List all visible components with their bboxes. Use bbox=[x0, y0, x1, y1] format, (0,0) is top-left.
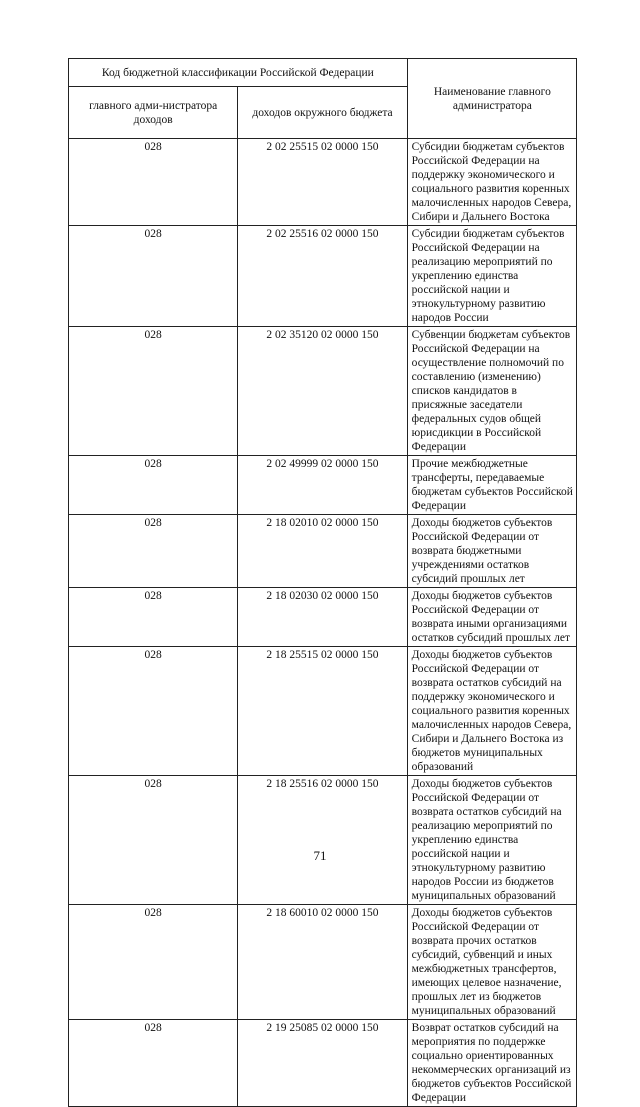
admin-code-cell: 028 bbox=[69, 515, 238, 588]
administrator-name-cell: Доходы бюджетов субъектов Российской Федерации от возврата остатков субсидий на поддержку экономического и социального развития коренных малочисленных народов Севера, Сибири и Дальнего Востока из бюджетов муниципальных образований bbox=[407, 647, 576, 776]
table-row bbox=[69, 327, 577, 456]
administrator-name-cell: Доходы бюджетов субъектов Российской Федерации от возврата бюджетными учреждениями остатков субсидий прошлых лет bbox=[407, 515, 576, 588]
budget-code-cell: 2 02 49999 02 0000 150 bbox=[238, 456, 407, 515]
admin-code-cell: 028 bbox=[69, 456, 238, 515]
table-row bbox=[69, 139, 577, 226]
administrator-name-cell: Возврат остатков субсидий на мероприятия по поддержке социально ориентированных некоммерческих организаций из бюджетов субъектов Российской Федерации bbox=[407, 1020, 576, 1107]
admin-code-cell: 028 bbox=[69, 1020, 238, 1107]
administrator-name-cell: Доходы бюджетов субъектов Российской Федерации от возврата иными организациями остатков субсидий прошлых лет bbox=[407, 588, 576, 647]
table-row bbox=[69, 776, 577, 905]
header-main-administrator: главного адми-нистратора доходов bbox=[69, 87, 238, 139]
budget-code-cell: 2 02 35120 02 0000 150 bbox=[238, 327, 407, 456]
table-row bbox=[69, 905, 577, 1020]
budget-code-cell: 2 18 60010 02 0000 150 bbox=[238, 905, 407, 1020]
budget-code-cell: 2 18 25516 02 0000 150 bbox=[238, 776, 407, 905]
budget-code-cell: 2 18 02010 02 0000 150 bbox=[238, 515, 407, 588]
budget-code-cell: 2 02 25515 02 0000 150 bbox=[238, 139, 407, 226]
administrator-name-cell: Субсидии бюджетам субъектов Российской Федерации на поддержку экономического и социального развития коренных малочисленных народов Севера, Сибири и Дальнего Востока bbox=[407, 139, 576, 226]
admin-code-cell: 028 bbox=[69, 647, 238, 776]
table-row bbox=[69, 1020, 577, 1107]
header-row-group bbox=[69, 59, 577, 87]
admin-code-cell: 028 bbox=[69, 776, 238, 905]
administrator-name-cell: Доходы бюджетов субъектов Российской Федерации от возврата прочих остатков субсидий, субвенций и иных межбюджетных трансфертов, имеющих целевое назначение, прошлых лет из бюджетов муниципальных образований bbox=[407, 905, 576, 1020]
header-administrator-name: Наименование главного администратора bbox=[407, 59, 576, 139]
administrator-name-cell: Субсидии бюджетам субъектов Российской Федерации на реализацию мероприятий по укреплению единства российской нации и этнокультурному развитию народов России bbox=[407, 226, 576, 327]
table-body bbox=[69, 139, 577, 1107]
budget-code-cell: 2 02 25516 02 0000 150 bbox=[238, 226, 407, 327]
table-row bbox=[69, 588, 577, 647]
admin-code-cell: 028 bbox=[69, 226, 238, 327]
table-row bbox=[69, 647, 577, 776]
budget-code-cell: 2 18 02030 02 0000 150 bbox=[238, 588, 407, 647]
administrator-name-cell: Субвенции бюджетам субъектов Российской Федерации на осуществление полномочий по составлению (изменению) списков кандидатов в присяжные заседатели федеральных судов общей юрисдикции в Российской Федерации bbox=[407, 327, 576, 456]
budget-code-cell: 2 19 25085 02 0000 150 bbox=[238, 1020, 407, 1107]
administrator-name-cell: Доходы бюджетов субъектов Российской Федерации от возврата остатков субсидий на реализацию мероприятий по укреплению единства российской нации и этнокультурному развитию народов России из бюджетов муниципальных образований bbox=[407, 776, 576, 905]
admin-code-cell: 028 bbox=[69, 327, 238, 456]
administrator-name-cell: Прочие межбюджетные трансферты, передаваемые бюджетам субъектов Российской Федерации bbox=[407, 456, 576, 515]
budget-classification-table bbox=[68, 58, 577, 1107]
header-district-budget-income: доходов окружного бюджета bbox=[238, 87, 407, 139]
table-row bbox=[69, 515, 577, 588]
admin-code-cell: 028 bbox=[69, 588, 238, 647]
budget-code-cell: 2 18 25515 02 0000 150 bbox=[238, 647, 407, 776]
page-number: 71 bbox=[313, 848, 327, 863]
admin-code-cell: 028 bbox=[69, 905, 238, 1020]
header-budget-code-group: Код бюджетной классификации Российской Федерации bbox=[69, 59, 408, 87]
admin-code-cell: 028 bbox=[69, 139, 238, 226]
table-row bbox=[69, 226, 577, 327]
table-row bbox=[69, 456, 577, 515]
